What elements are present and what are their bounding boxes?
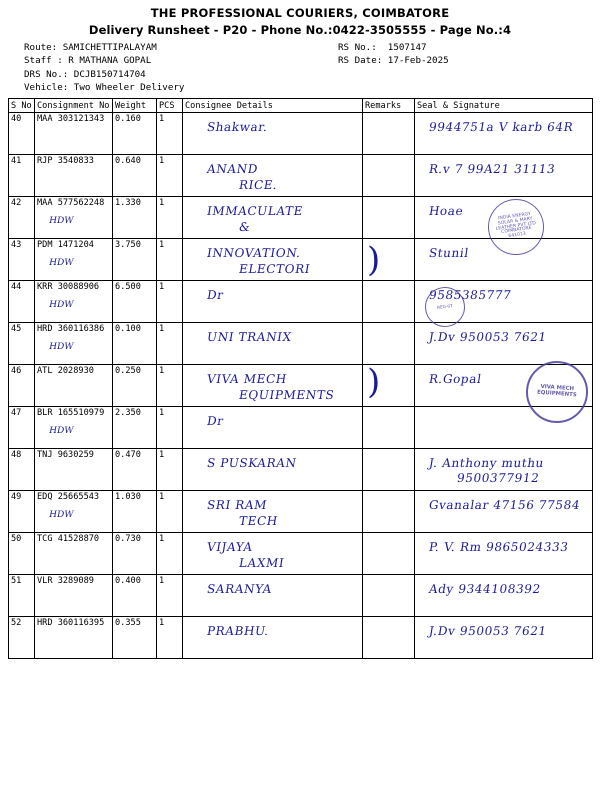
- cell-sno: 52: [9, 617, 35, 659]
- handwritten-consignee: Dr: [205, 414, 225, 429]
- cell-weight: 0.640: [113, 155, 157, 197]
- cell-consignee: [183, 323, 363, 365]
- consignment-no-text: BLR 165510979: [37, 408, 105, 419]
- consignee-line-2: [185, 554, 360, 570]
- cell-consignment-no: [35, 239, 113, 281]
- table-row: [9, 323, 593, 365]
- signature-line-1: [417, 240, 590, 260]
- cell-seal-signature: [415, 407, 593, 449]
- cell-remarks: [363, 155, 415, 197]
- consignment-no-text: ATL 2028930: [37, 366, 94, 377]
- hdw-annotation: HDW: [48, 258, 75, 269]
- cell-consignee: [183, 281, 363, 323]
- consignment-no-text: HRD 360116395: [37, 618, 105, 629]
- handwritten-signature: J.Dv 950053 7621: [427, 624, 548, 639]
- consignee-line-1: [185, 576, 360, 596]
- cell-sno: 51: [9, 575, 35, 617]
- signature-line-1: [417, 492, 590, 512]
- hdw-annotation: HDW: [48, 426, 75, 437]
- handwritten-signature: Stunil: [427, 246, 470, 261]
- cell-sno: 43: [9, 239, 35, 281]
- cell-consignment-no: [35, 449, 113, 491]
- cell-consignee: [183, 155, 363, 197]
- handwritten-phone: 9500377912: [455, 471, 541, 486]
- cell-consignee: [183, 365, 363, 407]
- signature-line-1: [417, 450, 590, 470]
- cell-weight: 6.500: [113, 281, 157, 323]
- handwritten-signature: Hoae: [427, 204, 465, 219]
- table-row: [9, 365, 593, 407]
- col-sno: S No: [9, 99, 35, 113]
- consignment-no-text: EDQ 25665543: [37, 492, 100, 503]
- consignment-no-text: MAA 577562248: [37, 198, 105, 209]
- handwritten-consignee: ANAND: [205, 162, 260, 177]
- cell-weight: 3.750: [113, 239, 157, 281]
- col-pcs: PCS: [157, 99, 183, 113]
- cell-pcs: 1: [157, 449, 183, 491]
- handwritten-consignee: RICE.: [237, 178, 279, 193]
- cell-consignee: [183, 533, 363, 575]
- consignee-line-1: [185, 408, 360, 428]
- cell-consignee: [183, 113, 363, 155]
- rubber-stamp-icon: INDIA ENERGY SOLAR & MARY LEATHER PVT LTD COIMBATORE 641013: [484, 196, 547, 259]
- table-row: [9, 113, 593, 155]
- cell-seal-signature: [415, 575, 593, 617]
- cell-pcs: 1: [157, 155, 183, 197]
- cell-consignment-no: [35, 197, 113, 239]
- cell-remarks: [363, 113, 415, 155]
- handwritten-consignee: VIVA MECH: [205, 372, 288, 387]
- handwritten-signature: J.Dv 950053 7621: [427, 330, 548, 345]
- cell-pcs: 1: [157, 491, 183, 533]
- cell-pcs: 1: [157, 113, 183, 155]
- handwritten-signature: Gvanalar 47156 77584: [427, 498, 582, 513]
- consignee-line-2: [185, 218, 360, 234]
- cell-consignee: [183, 617, 363, 659]
- col-seal: Seal & Signature: [415, 99, 593, 113]
- handwritten-consignee: Dr: [205, 288, 225, 303]
- consignment-no-text: MAA 303121343: [37, 114, 105, 125]
- col-remarks: Remarks: [363, 99, 415, 113]
- cell-pcs: 1: [157, 407, 183, 449]
- cell-sno: 49: [9, 491, 35, 533]
- consignment-no-text: TCG 41528870: [37, 534, 100, 545]
- consignee-line-2: [185, 176, 360, 192]
- table-row: [9, 239, 593, 281]
- handwritten-signature: Ady 9344108392: [427, 582, 542, 597]
- rs-date-label: RS Date: 17-Feb-2025: [338, 55, 449, 67]
- route-label: Route: SAMICHETTIPALAYAM: [24, 42, 157, 53]
- consignee-line-1: [185, 240, 360, 260]
- handwritten-consignee: SRI RAM: [205, 498, 269, 513]
- table-row: [9, 617, 593, 659]
- handwritten-signature: 9585385777: [427, 288, 513, 303]
- cell-weight: 0.470: [113, 449, 157, 491]
- drs-label: DRS No.: DCJB150714704: [24, 68, 146, 80]
- cell-remarks: [363, 281, 415, 323]
- cell-consignee: [183, 449, 363, 491]
- consignee-line-1: [185, 366, 360, 386]
- cell-remarks: [363, 197, 415, 239]
- cell-weight: 0.160: [113, 113, 157, 155]
- table-body: [9, 113, 593, 659]
- consignee-line-1: [185, 450, 360, 470]
- handwritten-consignee: S PUSKARAN: [205, 456, 298, 471]
- cell-weight: 0.400: [113, 575, 157, 617]
- cell-weight: 1.330: [113, 197, 157, 239]
- cell-consignee: [183, 197, 363, 239]
- meta-right: [338, 41, 592, 94]
- cell-sno: 40: [9, 113, 35, 155]
- cell-consignment-no: [35, 155, 113, 197]
- cell-weight: 0.355: [113, 617, 157, 659]
- handwritten-consignee: Shakwar.: [205, 120, 269, 135]
- table-row: [9, 449, 593, 491]
- consignment-no-text: PDM 1471204: [37, 240, 94, 251]
- handwritten-consignee: IMMACULATE: [205, 204, 305, 219]
- cell-consignment-no: [35, 575, 113, 617]
- consignee-line-1: [185, 492, 360, 512]
- vehicle-label: Vehicle: Two Wheeler Delivery: [24, 82, 185, 94]
- signature-line-2: [417, 470, 590, 485]
- consignee-line-1: [185, 198, 360, 218]
- consignee-line-1: [185, 534, 360, 554]
- signature-line-1: [417, 576, 590, 596]
- cell-remarks: [363, 491, 415, 533]
- cell-pcs: 1: [157, 533, 183, 575]
- cell-consignee: [183, 239, 363, 281]
- cell-sno: 47: [9, 407, 35, 449]
- cell-sno: 41: [9, 155, 35, 197]
- cell-pcs: 1: [157, 617, 183, 659]
- rubber-stamp-icon: VIVA MECH EQUIPMENTS: [524, 359, 590, 425]
- hdw-annotation: HDW: [48, 216, 75, 227]
- cell-pcs: 1: [157, 365, 183, 407]
- table-row: [9, 575, 593, 617]
- cell-pcs: 1: [157, 323, 183, 365]
- consignee-line-1: [185, 156, 360, 176]
- handwritten-consignee: VIJAYA: [205, 540, 254, 555]
- signature-line-1: [417, 114, 590, 134]
- cell-seal-signature: [415, 617, 593, 659]
- remarks-scribble: ): [367, 240, 381, 281]
- cell-remarks: [363, 575, 415, 617]
- signature-line-1: [417, 534, 590, 554]
- rubber-stamp-icon: REG-07: [422, 285, 467, 330]
- cell-seal-signature: [415, 323, 593, 365]
- consignee-line-1: [185, 618, 360, 638]
- cell-consignment-no: [35, 533, 113, 575]
- runsheet: [8, 6, 592, 659]
- page-title: Delivery Runsheet - P20 - Phone No.:0422-3505555 - Page No.:4: [88, 23, 512, 37]
- consignee-line-2: [185, 512, 360, 528]
- table-row: [9, 491, 593, 533]
- handwritten-consignee: INNOVATION.: [205, 246, 303, 261]
- cell-seal-signature: [415, 491, 593, 533]
- cell-consignment-no: [35, 407, 113, 449]
- consignment-no-text: HRD 360116386: [37, 324, 105, 335]
- consignee-line-1: [185, 114, 360, 134]
- col-consignee: Consignee Details: [183, 99, 363, 113]
- company-name: THE PROFESSIONAL COURIERS, COIMBATORE: [150, 6, 450, 20]
- cell-weight: 0.100: [113, 323, 157, 365]
- cell-consignee: [183, 575, 363, 617]
- signature-line-1: [417, 324, 590, 344]
- cell-seal-signature: [415, 281, 593, 323]
- cell-remarks: [363, 323, 415, 365]
- table-row: [9, 533, 593, 575]
- remarks-scribble: ): [367, 362, 381, 403]
- cell-seal-signature: [415, 239, 593, 281]
- cell-seal-signature: [415, 449, 593, 491]
- cell-sno: 48: [9, 449, 35, 491]
- cell-weight: 0.250: [113, 365, 157, 407]
- cell-remarks: [363, 449, 415, 491]
- handwritten-consignee: SARANYA: [205, 582, 274, 597]
- consignee-line-2: [185, 386, 360, 402]
- cell-sno: 50: [9, 533, 35, 575]
- handwritten-signature: R.v 7 99A21 31113: [427, 162, 557, 177]
- cell-remarks: [363, 407, 415, 449]
- cell-pcs: 1: [157, 575, 183, 617]
- table-row: [9, 281, 593, 323]
- hdw-annotation: HDW: [48, 510, 75, 521]
- runsheet-table: [8, 98, 593, 659]
- handwritten-consignee: &: [237, 220, 252, 235]
- hdw-annotation: HDW: [48, 342, 75, 353]
- cell-consignment-no: [35, 491, 113, 533]
- cell-remarks: [363, 533, 415, 575]
- handwritten-signature: R.Gopal: [427, 372, 483, 387]
- meta-left: [8, 41, 338, 94]
- cell-seal-signature: [415, 533, 593, 575]
- cell-weight: 1.030: [113, 491, 157, 533]
- cell-remarks: [363, 617, 415, 659]
- col-weight: Weight: [113, 99, 157, 113]
- cell-seal-signature: [415, 365, 593, 407]
- hdw-annotation: HDW: [48, 300, 75, 311]
- handwritten-signature: 9944751a V karb 64R: [427, 120, 575, 135]
- consignment-no-text: TNJ 9630259: [37, 450, 94, 461]
- cell-seal-signature: [415, 113, 593, 155]
- table-row: [9, 197, 593, 239]
- handwritten-consignee: PRABHU.: [205, 624, 271, 639]
- signature-line-1: [417, 618, 590, 638]
- handwritten-consignee: EQUIPMENTS: [237, 388, 336, 403]
- cell-weight: 2.350: [113, 407, 157, 449]
- meta-block: [8, 41, 592, 94]
- col-consignment-no: Consignment No: [35, 99, 113, 113]
- signature-line-1: [417, 156, 590, 176]
- consignee-line-1: [185, 282, 360, 302]
- consignee-line-2: [185, 260, 360, 276]
- handwritten-signature: P. V. Rm 9865024333: [427, 540, 570, 555]
- handwritten-signature: J. Anthony muthu: [427, 456, 546, 471]
- rs-no-label: RS No.: 1507147: [338, 42, 427, 53]
- cell-sno: 44: [9, 281, 35, 323]
- handwritten-consignee: UNI TRANIX: [205, 330, 293, 345]
- cell-consignee: [183, 407, 363, 449]
- staff-label: Staff : R MATHANA GOPAL: [24, 55, 152, 67]
- consignment-no-text: RJP 3540833: [37, 156, 94, 167]
- cell-sno: 46: [9, 365, 35, 407]
- cell-weight: 0.730: [113, 533, 157, 575]
- cell-pcs: 1: [157, 281, 183, 323]
- cell-consignment-no: [35, 281, 113, 323]
- cell-remarks: [363, 362, 415, 407]
- cell-consignment-no: [35, 113, 113, 155]
- table-header-row: [9, 99, 593, 113]
- handwritten-consignee: LAXMI: [237, 556, 286, 571]
- consignment-no-text: KRR 30088906: [37, 282, 100, 293]
- handwritten-consignee: ELECTORI: [237, 262, 312, 277]
- table-row: [9, 407, 593, 449]
- cell-consignment-no: [35, 617, 113, 659]
- cell-pcs: 1: [157, 239, 183, 281]
- cell-pcs: 1: [157, 197, 183, 239]
- cell-consignee: [183, 491, 363, 533]
- cell-seal-signature: [415, 155, 593, 197]
- cell-sno: 42: [9, 197, 35, 239]
- consignment-no-text: VLR 3289089: [37, 576, 94, 587]
- cell-consignment-no: [35, 323, 113, 365]
- cell-consignment-no: [35, 365, 113, 407]
- cell-remarks: [363, 239, 415, 281]
- table-row: [9, 155, 593, 197]
- cell-seal-signature: [415, 197, 593, 239]
- cell-sno: 45: [9, 323, 35, 365]
- handwritten-consignee: TECH: [237, 514, 279, 529]
- consignee-line-1: [185, 324, 360, 344]
